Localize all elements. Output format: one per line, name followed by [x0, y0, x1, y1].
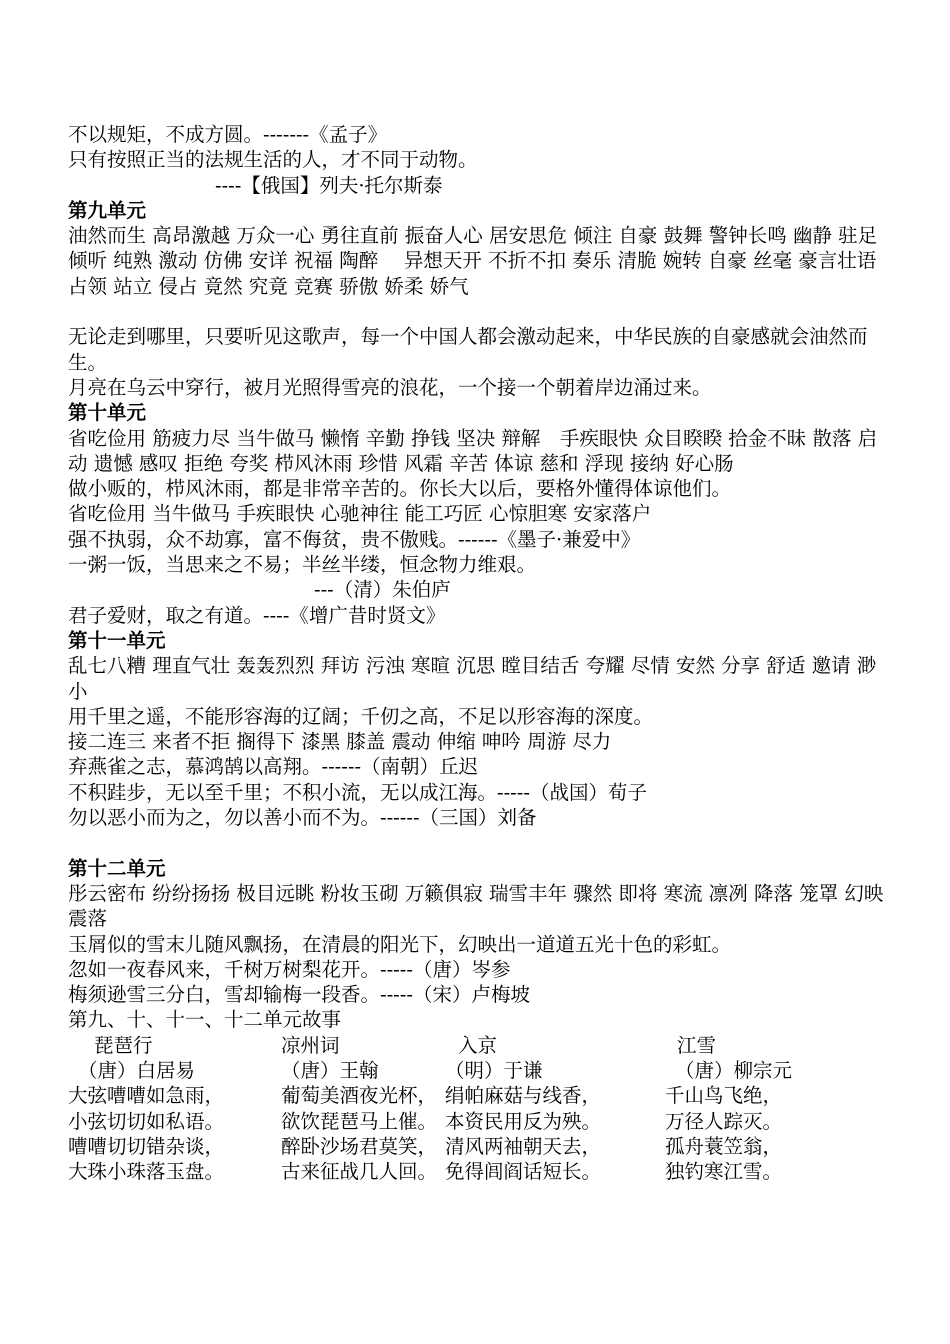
- unit9-heading: 第九单元: [68, 198, 147, 222]
- poem-lines-row: [68, 1134, 847, 1159]
- unit11-quote1: 弃燕雀之志，慕鸿鹄以高翔。------（南朝）丘迟: [68, 755, 479, 779]
- poem-line: 独钓寒江雪。: [665, 1160, 783, 1184]
- poem-line: 欲饮琵琶马上催。: [281, 1109, 438, 1133]
- quote-tolstoy-author: ----【俄国】列夫·托尔斯泰: [215, 173, 443, 197]
- poem-title: 琵琶行: [94, 1033, 153, 1057]
- poem-line: 清风两袖朝天去，: [445, 1134, 602, 1158]
- unit10-quote2-author: ---（清）朱伯庐: [314, 578, 451, 602]
- spacer: [68, 830, 888, 855]
- unit9-sentence1: 无论走到哪里，只要听见这歌声，每一个中国人都会激动起来，中华民族的自豪感就会油然而生。: [68, 325, 868, 374]
- poem-line: 万径人踪灭。: [665, 1109, 783, 1133]
- unit10-words2: 省吃俭用 当牛做马 手疾眼快 心驰神往 能工巧匠 心惊胆寒 安家落户: [68, 502, 652, 526]
- poem-line: 醉卧沙场君莫笑，: [281, 1134, 438, 1158]
- poem-line: 千山鸟飞绝，: [665, 1084, 783, 1108]
- poem-author: （唐）柳宗元: [675, 1058, 793, 1082]
- poem-line: 大弦嘈嘈如急雨，: [68, 1084, 225, 1108]
- unit12-words: 彤云密布 纷纷扬扬 极目远眺 粉妆玉砌 万籁俱寂 瑞雪丰年 骤然 即将 寒流 凛冽 降落 笼罩 幻映 震落: [68, 881, 884, 931]
- unit9-words: 油然而生 高昂激越 万众一心 勇往直前 振奋人心 居安思危 倾注 自豪 鼓舞 警钟长鸣 幽静 驻足 倾听 纯熟 激动 仿佛 安详 祝福 陶醉 异想天开 不折不扣 奏乐 清脆 婉转 自豪 丝毫 豪言壮语 占领 站立 侵占 竟然 究竟 竞赛 骄傲 娇柔 娇气: [68, 224, 878, 298]
- poem-line: 免得闾阎话短长。: [445, 1160, 602, 1184]
- poem-lines-row: [68, 1109, 847, 1134]
- unit10-quote2: 一粥一饭，当思来之不易；半丝半缕，恒念物力维艰。: [68, 553, 537, 577]
- unit10-sentence1: 做小贩的，栉风沐雨，都是非常辛苦的。你长大以后，要格外懂得体谅他们。: [68, 477, 732, 501]
- unit12-sentence1: 玉屑似的雪末儿随风飘扬，在清晨的阳光下，幻映出一道道五光十色的彩虹。: [68, 932, 732, 956]
- stories-heading: 第九、十、十一、十二单元故事: [68, 1008, 342, 1032]
- quote-tolstoy: 只有按照正当的法规生活的人，才不同于动物。: [68, 148, 478, 172]
- poem-author: （唐）白居易: [78, 1058, 196, 1082]
- poem-line: 孤舟蓑笠翁，: [665, 1134, 783, 1158]
- poem-line: 绢帕麻菇与线香，: [445, 1084, 602, 1108]
- poem-line: 嘈嘈切切错杂谈，: [68, 1134, 225, 1158]
- unit12-quote1: 忽如一夜春风来，千树万树梨花开。-----（唐）岑参: [68, 957, 511, 981]
- poem-title: 凉州词: [281, 1033, 340, 1057]
- poem-lines-row: [68, 1083, 847, 1108]
- poem-line: 小弦切切如私语。: [68, 1109, 225, 1133]
- unit11-sentence1: 用千里之遥，不能形容海的辽阔；千仞之高，不足以形容海的深度。: [68, 704, 654, 728]
- poem-titles-row: [68, 1033, 847, 1058]
- spacer: [68, 299, 888, 324]
- poem-line: 本资民用反为殃。: [445, 1109, 602, 1133]
- poems-table: [68, 1033, 847, 1185]
- unit11-quote3: 勿以恶小而为之，勿以善小而不为。------（三国）刘备: [68, 806, 537, 830]
- unit10-words: 省吃俭用 筋疲力尽 当牛做马 懒惰 辛勤 挣钱 坚决 辩解 手疾眼快 众目睽睽 拾金不昧 散落 启动 遗憾 感叹 拒绝 夸奖 栉风沐雨 珍惜 风霜 辛苦 体谅 慈和 浮现 接纳 好心肠: [68, 426, 878, 475]
- unit12-heading: 第十二单元: [68, 856, 166, 880]
- poem-line: 葡萄美酒夜光杯，: [281, 1084, 438, 1108]
- unit10-quote1: 强不执弱，众不劫寡，富不侮贫，贵不傲贱。------《墨子·兼爱中》: [68, 527, 641, 551]
- poem-author: （明）于谦: [445, 1058, 543, 1082]
- poem-authors-row: [68, 1058, 847, 1083]
- poem-author: （唐）王翰: [281, 1058, 379, 1082]
- poem-line: 大珠小珠落玉盘。: [68, 1160, 225, 1184]
- unit10-heading: 第十单元: [68, 401, 147, 425]
- document-content: [68, 122, 888, 1184]
- unit11-words2: 接二连三 来者不拒 搁得下 漆黑 膝盖 震动 伸缩 呻吟 周游 尽力: [68, 730, 612, 754]
- unit10-quote3: 君子爱财，取之有道。----《增广昔时贤文》: [68, 603, 446, 627]
- poem-lines-row: [68, 1159, 847, 1184]
- poem-title: 江雪: [677, 1033, 717, 1057]
- unit9-sentence2: 月亮在乌云中穿行，被月光照得雪亮的浪花，一个接一个朝着岸边涌过来。: [68, 375, 712, 399]
- poem-line: 古来征战几人回。: [281, 1160, 438, 1184]
- unit11-heading: 第十一单元: [68, 628, 166, 652]
- unit11-quote2: 不积跬步，无以至千里；不积小流，无以成江海。-----（战国）荀子: [68, 780, 647, 804]
- unit11-words: 乱七八糟 理直气壮 轰轰烈烈 拜访 污浊 寒暄 沉思 瞠目结舌 夸耀 尽情 安然 分享 舒适 邀请 渺小: [68, 654, 877, 703]
- unit12-quote2: 梅须逊雪三分白，雪却输梅一段香。-----（宋）卢梅坡: [68, 983, 530, 1007]
- quote-mencius: 不以规矩，不成方圆。-------《孟子》: [68, 123, 388, 146]
- poem-title: 入京: [458, 1033, 498, 1057]
